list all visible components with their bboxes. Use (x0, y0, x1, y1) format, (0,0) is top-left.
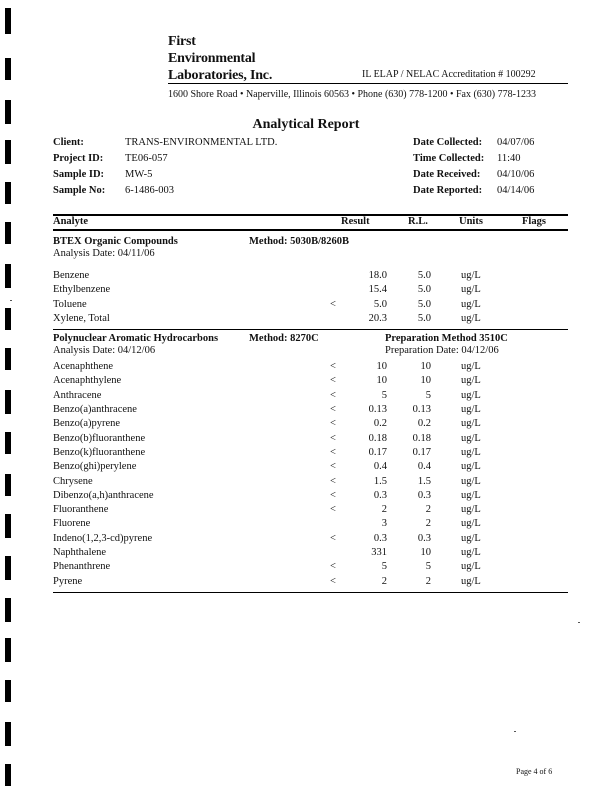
table-row (53, 504, 568, 518)
qualifier-cell: < (330, 404, 336, 416)
date-received-label: Date Received: (413, 169, 481, 180)
btex-title: BTEX Organic Compounds (53, 236, 178, 247)
analyte-cell: Acenaphthene (53, 361, 114, 373)
date-collected-value: 04/07/06 (497, 137, 535, 148)
qualifier-cell: < (330, 561, 336, 573)
page-number: Page 4 of 6 (516, 767, 553, 776)
table-row (53, 299, 568, 313)
units-cell: ug/L (461, 298, 481, 310)
units-cell: ug/L (461, 518, 481, 530)
table-header-rule (53, 229, 568, 231)
table-row (53, 576, 568, 590)
project-row (53, 153, 277, 169)
edge-mark (5, 432, 11, 454)
analyte-cell: Benzo(ghi)perylene (53, 461, 137, 473)
analyte-cell: Benzo(a)pyrene (53, 418, 121, 430)
edge-mark (5, 598, 11, 622)
analyte-cell: Naphthalene (53, 547, 107, 559)
rl-cell: 5.0 (417, 298, 431, 310)
sample-id-row (53, 169, 277, 185)
analyte-cell: Acenaphthylene (53, 375, 122, 387)
units-cell: ug/L (461, 575, 481, 587)
time-collected-value: 11:40 (497, 153, 521, 164)
table-bottom-rule (53, 592, 568, 593)
units-cell: ug/L (461, 361, 481, 373)
qualifier-cell: < (330, 532, 336, 544)
result-cell: 331 (371, 547, 387, 559)
sample-id-label: Sample ID: (53, 169, 105, 180)
result-cell: 2 (381, 504, 387, 516)
edge-mark (5, 638, 11, 662)
analyte-cell: Benzene (53, 270, 90, 281)
result-cell: 10 (376, 375, 387, 387)
company-name-line: Laboratories, Inc. (168, 68, 273, 83)
qualifier-cell: < (330, 504, 336, 516)
rl-cell: 0.3 (417, 489, 431, 501)
btex-analysis-date: Analysis Date: 04/11/06 (53, 248, 155, 259)
units-cell: ug/L (461, 418, 481, 430)
sample-no-label: Sample No: (53, 185, 106, 196)
client-row (53, 137, 277, 153)
rl-cell: 10 (420, 375, 431, 387)
result-cell: 3 (381, 518, 387, 530)
rl-cell: 10 (420, 547, 431, 559)
analyte-cell: Pyrene (53, 575, 83, 587)
sample-info-left (53, 137, 277, 201)
analyte-cell: Fluorene (53, 518, 91, 530)
result-cell: 0.3 (373, 489, 387, 501)
qualifier-cell: < (330, 489, 336, 501)
edge-mark (5, 680, 11, 702)
result-cell: 5 (381, 561, 387, 573)
analyte-cell: Indeno(1,2,3-cd)pyrene (53, 532, 153, 544)
edge-mark (5, 58, 11, 80)
rl-cell: 10 (420, 361, 431, 373)
project-label: Project ID: (53, 153, 104, 164)
scan-speck (514, 731, 516, 732)
units-cell: ug/L (461, 312, 481, 324)
rl-cell: 0.17 (412, 446, 431, 458)
qualifier-cell: < (330, 375, 336, 387)
rl-cell: 0.2 (417, 418, 431, 430)
analyte-cell: Benzo(a)anthracene (53, 404, 137, 416)
results-table (53, 236, 568, 596)
table-row (53, 313, 568, 327)
company-name-line: First (168, 34, 196, 49)
edge-mark (5, 264, 11, 288)
rl-cell: 0.13 (412, 404, 431, 416)
qualifier-cell: < (330, 575, 336, 587)
project-value: TE06-057 (125, 153, 168, 164)
table-row (53, 533, 568, 547)
result-cell: 5 (381, 389, 387, 401)
time-collected-row (413, 153, 534, 169)
header-rule (168, 83, 568, 84)
client-value: TRANS-ENVIRONMENTAL LTD. (125, 137, 278, 148)
analyte-cell: Anthracene (53, 389, 102, 401)
result-cell: 0.4 (373, 461, 387, 473)
rl-cell: 1.5 (417, 475, 431, 487)
rl-cell: 0.4 (417, 461, 431, 473)
units-cell: ug/L (461, 504, 481, 516)
table-row (53, 547, 568, 561)
rl-cell: 0.18 (412, 432, 431, 444)
result-cell: 20.3 (368, 312, 387, 324)
analyte-cell: Phenanthrene (53, 561, 111, 573)
edge-mark (5, 348, 11, 370)
rl-cell: 5.0 (417, 270, 431, 281)
result-cell: 0.13 (368, 404, 387, 416)
result-cell: 10 (376, 361, 387, 373)
table-row (53, 447, 568, 461)
result-cell: 18.0 (368, 270, 387, 281)
analyte-cell: Toluene (53, 298, 87, 310)
qualifier-cell: < (330, 461, 336, 473)
edge-mark (5, 764, 11, 786)
edge-mark (5, 514, 11, 538)
date-reported-row (413, 185, 534, 201)
analyte-cell: Ethylbenzene (53, 284, 111, 296)
edge-mark (5, 308, 11, 330)
rl-cell: 0.3 (417, 532, 431, 544)
lab-address: 1600 Shore Road • Naperville, Illinois 60563 • Phone (630) 778-1200 • Fax (630) 778-1233 (168, 89, 536, 100)
column-header-result: Result (341, 216, 370, 227)
table-row (53, 476, 568, 490)
analyte-cell: Chrysene (53, 475, 93, 487)
sample-info-right (413, 137, 534, 201)
table-row (53, 284, 568, 298)
units-cell: ug/L (461, 489, 481, 501)
edge-mark (5, 8, 11, 34)
report-title: Analytical Report (252, 117, 360, 132)
result-cell: 0.18 (368, 432, 387, 444)
edge-mark (5, 474, 11, 496)
scan-speck (10, 300, 12, 301)
result-cell: 5.0 (373, 298, 387, 310)
result-cell: 1.5 (373, 475, 387, 487)
result-cell: 0.3 (373, 532, 387, 544)
table-row (53, 518, 568, 532)
date-reported-label: Date Reported: (413, 185, 483, 196)
table-row (53, 418, 568, 432)
accreditation-number: IL ELAP / NELAC Accreditation # 100292 (362, 69, 536, 80)
qualifier-cell: < (330, 361, 336, 373)
pah-rows (53, 361, 568, 590)
units-cell: ug/L (461, 561, 481, 573)
analyte-cell: Benzo(b)fluoranthene (53, 432, 146, 444)
rl-cell: 2 (425, 518, 431, 530)
qualifier-cell: < (330, 418, 336, 430)
pah-prep-date: Preparation Date: 04/12/06 (385, 345, 499, 357)
analyte-cell: Xylene, Total (53, 312, 110, 324)
pah-analysis-date-row (53, 345, 568, 358)
units-cell: ug/L (461, 270, 481, 281)
units-cell: ug/L (461, 375, 481, 387)
edge-mark (5, 222, 11, 244)
rl-cell: 2 (425, 504, 431, 516)
table-row (53, 375, 568, 389)
table-row (53, 490, 568, 504)
qualifier-cell: < (330, 389, 336, 401)
rl-cell: 5 (425, 561, 431, 573)
column-header-flags: Flags (522, 216, 546, 227)
pah-title: Polynuclear Aromatic Hydrocarbons (53, 333, 219, 345)
units-cell: ug/L (461, 284, 481, 296)
edge-mark (5, 140, 11, 164)
table-row (53, 561, 568, 575)
btex-section-title (53, 236, 568, 248)
sample-no-row (53, 185, 277, 201)
column-header-analyte: Analyte (53, 216, 88, 227)
rl-cell: 2 (425, 575, 431, 587)
btex-method: Method: 5030B/8260B (249, 236, 350, 247)
client-label: Client: (53, 137, 84, 148)
table-top-rule (53, 214, 568, 216)
table-row (53, 361, 568, 375)
units-cell: ug/L (461, 389, 481, 401)
units-cell: ug/L (461, 432, 481, 444)
sample-id-value: MW-5 (125, 169, 153, 180)
qualifier-cell: < (330, 475, 336, 487)
section-divider (53, 329, 568, 330)
company-name-line: Environmental (168, 51, 256, 66)
date-collected-row (413, 137, 534, 153)
pah-section-title (53, 333, 568, 345)
company-name (168, 33, 272, 84)
result-cell: 0.2 (373, 418, 387, 430)
qualifier-cell: < (330, 446, 336, 458)
edge-mark (5, 722, 11, 746)
units-cell: ug/L (461, 547, 481, 559)
edge-mark (5, 390, 11, 414)
sample-no-value: 6-1486-003 (125, 185, 174, 196)
result-cell: 15.4 (368, 284, 387, 296)
units-cell: ug/L (461, 446, 481, 458)
date-reported-value: 04/14/06 (497, 185, 535, 196)
edge-mark (5, 556, 11, 580)
units-cell: ug/L (461, 475, 481, 487)
time-collected-label: Time Collected: (413, 153, 485, 164)
qualifier-cell: < (330, 298, 336, 310)
date-received-row (413, 169, 534, 185)
rl-cell: 5.0 (417, 284, 431, 296)
table-row (53, 404, 568, 418)
btex-analysis-date-row (53, 248, 568, 261)
result-cell: 0.17 (368, 446, 387, 458)
rl-cell: 5 (425, 389, 431, 401)
rl-cell: 5.0 (417, 312, 431, 324)
column-header-units: Units (459, 216, 483, 227)
date-collected-label: Date Collected: (413, 137, 483, 148)
column-header-rl: R.L. (408, 216, 428, 227)
units-cell: ug/L (461, 461, 481, 473)
pah-prep-method: Preparation Method 3510C (385, 333, 508, 345)
units-cell: ug/L (461, 404, 481, 416)
table-row (53, 390, 568, 404)
qualifier-cell: < (330, 432, 336, 444)
result-cell: 2 (381, 575, 387, 587)
analyte-cell: Dibenzo(a,h)anthracene (53, 489, 154, 501)
edge-mark (5, 182, 11, 204)
pah-method: Method: 8270C (249, 333, 319, 345)
table-row (53, 433, 568, 447)
analyte-cell: Fluoranthene (53, 504, 109, 516)
table-row (53, 270, 568, 284)
date-received-value: 04/10/06 (497, 169, 535, 180)
pah-analysis-date: Analysis Date: 04/12/06 (53, 345, 156, 357)
btex-rows (53, 270, 568, 327)
scan-speck (578, 622, 580, 623)
units-cell: ug/L (461, 532, 481, 544)
table-row (53, 461, 568, 475)
analyte-cell: Benzo(k)fluoranthene (53, 446, 146, 458)
